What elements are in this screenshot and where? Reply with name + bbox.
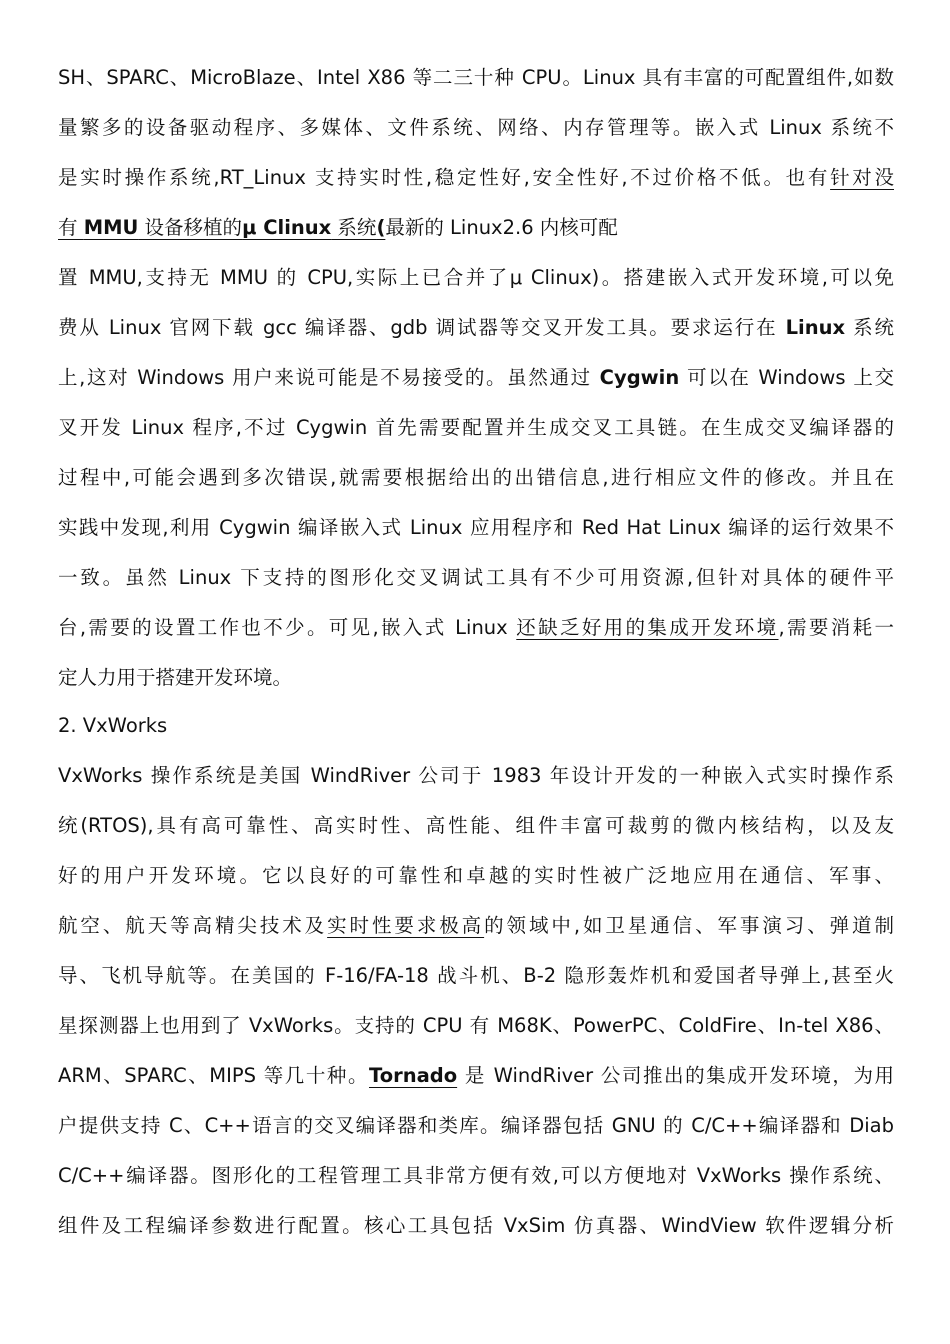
text-line: 统(RTOS),具有高可靠性、高实时性、高性能、组件丰富可裁剪的微内核结构，以及友 (58, 814, 894, 837)
text-run: 上,这对 Windows 用户来说可能是不易接受的。虽然通过 (58, 366, 600, 389)
underlined-bold-text: Tornado (369, 1064, 458, 1087)
text-run: 系统 (331, 216, 377, 239)
text-run: 可以在 Windows 上交 (679, 366, 894, 389)
text-run: 是 WindRiver 公司推出的集成开发环境，为用 (457, 1064, 894, 1087)
text-run: 最新的 Linux2.6 内核可配 (385, 216, 618, 239)
text-line: 好的用户开发环境。它以良好的可靠性和卓越的实时性被广泛地应用在通信、军事、 (58, 864, 894, 887)
text-line (58, 614, 894, 642)
text-line: C/C++编译器。图形化的工程管理工具非常方便有效,可以方便地对 VxWorks 操作系统、 (58, 1164, 894, 1187)
underlined-text: 实时性要求极高 (327, 914, 485, 937)
text-line: 置 MMU,支持无 MMU 的 CPU,实际上已合并了μ Clinux)。搭建嵌入式开发环境,可以免 (58, 266, 894, 289)
text-line: 导、飞机导航等。在美国的 F-16/FA-18 战斗机、B-2 隐形轰炸机和爱国者导弹上,甚至火 (58, 964, 894, 987)
text-line: SH、SPARC、MicroBlaze、Intel X86 等二三十种 CPU。Linux 具有丰富的可配置组件,如数 (58, 66, 894, 89)
text-line (58, 214, 894, 242)
text-line: 一致。虽然 Linux 下支持的图形化交叉调试工具有不少可用资源,但针对具体的硬件平 (58, 566, 894, 589)
text-line: 量繁多的设备驱动程序、多媒体、文件系统、网络、内存管理等。嵌入式 Linux 系统不 (58, 116, 894, 139)
text-run: 有 (58, 216, 84, 239)
underlined-text: 针对没 (830, 166, 894, 189)
bold-text: MMU (83, 216, 139, 239)
text-line (58, 364, 894, 392)
bold-text: μ Clinux (242, 216, 332, 239)
text-line: 定人力用于搭建开发环境。 (58, 666, 293, 689)
text-run: ARM、SPARC、MIPS 等几十种。 (58, 1064, 369, 1087)
text-line (58, 164, 894, 192)
text-line (58, 1062, 894, 1090)
text-line: 星探测器上也用到了 VxWorks。支持的 CPU 有 M68K、PowerPC、ColdFire、In-tel X86、 (58, 1014, 894, 1037)
text-line: VxWorks 操作系统是美国 WindRiver 公司于 1983 年设计开发的一种嵌入式实时操作系 (58, 764, 894, 787)
text-line: 叉开发 Linux 程序,不过 Cygwin 首先需要配置并生成交叉工具链。在生成交叉编译器的 (58, 416, 894, 439)
bold-text: Linux (785, 316, 846, 339)
text-run: 费从 Linux 官网下载 gcc 编译器、gdb 调试器等交叉开发工具。要求运行在 (58, 316, 786, 339)
text-run: 是实时操作系统,RT_Linux 支持实时性,稳定性好,安全性好,不过价格不低。也有 (58, 166, 831, 189)
text-line: 实践中发现,利用 Cygwin 编译嵌入式 Linux 应用程序和 Red Hat Linux 编译的运行效果不 (58, 516, 894, 539)
text-line: 过程中,可能会遇到多次错误,就需要根据给出的出错信息,进行相应文件的修改。并且在 (58, 466, 894, 489)
text-run: 设备移植的 (138, 216, 243, 239)
bold-text: ( (376, 216, 386, 239)
text-line: 组件及工程编译参数进行配置。核心工具包括 VxSim 仿真器、WindView 软件逻辑分析 (58, 1214, 894, 1237)
underlined-text (58, 216, 385, 239)
text-run: 航空、航天等高精尖技术及 (58, 914, 328, 937)
bold-text: Cygwin (599, 366, 680, 389)
text-run: 台,需要的设置工作也不少。可见,嵌入式 Linux (58, 616, 517, 639)
section-heading: 2. VxWorks (58, 714, 168, 737)
text-line (58, 912, 894, 940)
underlined-text: 还缺乏好用的集成开发环境 (516, 616, 779, 639)
text-line: 户提供支持 C、C++语言的交叉编译器和类库。编译器包括 GNU 的 C/C++编译器和 Diab (58, 1114, 894, 1137)
text-run: 的领域中,如卫星通信、军事演习、弹道制 (484, 914, 894, 937)
text-run: 系统 (845, 316, 894, 339)
text-run: ,需要消耗一 (778, 616, 894, 639)
text-line (58, 314, 894, 342)
